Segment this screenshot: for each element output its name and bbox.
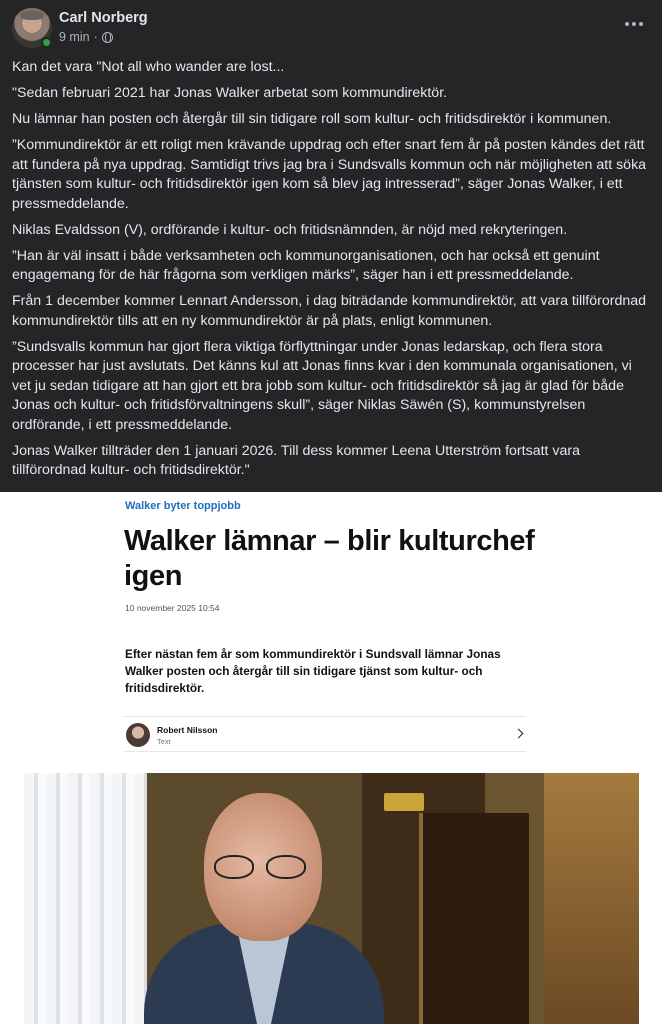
more-dot	[639, 22, 643, 26]
photo-curtain	[24, 773, 144, 1024]
photo-glasses	[214, 855, 310, 881]
post-meta	[59, 30, 113, 44]
photo-wall	[544, 773, 639, 1024]
post-paragraph: ”Kommundirektör är ett roligt men krävande uppdrag och efter snart fem år på posten kändes det rätt att fundera på nya uppdrag. Samtidigt trivs jag bra i Sundsvalls kommun och när möjligheten att söka tjänsten som kultur- och fritidsdirektör igen kom så blev jag intresserad”, säger Jonas Walker, i ett pressmeddelande.	[12, 137, 647, 212]
article-kicker: Walker byter toppjobb	[125, 500, 241, 512]
online-status-dot	[41, 37, 52, 48]
meta-separator: ·	[93, 30, 98, 44]
article-lead: Efter nästan fem år som kommundirektör i Sundsvall lämnar Jonas Walker posten och återgår till sin tidigare tjänst som kultur- och fritidsdirektör.	[125, 647, 501, 695]
post-paragraph: "Sedan februari 2021 har Jonas Walker arbetat som kommundirektör.	[12, 85, 448, 101]
article-headline: Walker lämnar – blir kulturchef igen	[124, 525, 535, 592]
byline-name: Robert Nilsson	[157, 725, 218, 735]
author-photo	[126, 723, 150, 747]
post-paragraph: ”Han är väl insatt i både verksamheten och kommunorganisationen, och har också ett genuint engagemang för de här frågorna som verkligen märks”, säger han i ett pressmeddelande.	[12, 247, 600, 283]
more-dot	[625, 22, 629, 26]
article-photo	[24, 773, 639, 1024]
post-paragraph: Kan det vara "Not all who wander are lost...	[12, 59, 285, 75]
author-name[interactable]: Carl Norberg	[59, 10, 148, 26]
more-options-button[interactable]	[620, 10, 648, 38]
globe-icon	[102, 32, 113, 43]
article-date: 10 november 2025 10:54	[125, 603, 220, 613]
post-paragraph: Nu lämnar han posten och återgår till sin tidigare roll som kultur- och fritidsdirektör i kommunen.	[12, 111, 612, 127]
article-preview[interactable]	[0, 492, 662, 1024]
photo-door	[419, 813, 529, 1024]
byline-role: Text	[157, 737, 171, 746]
article-byline[interactable]	[124, 716, 526, 752]
chevron-right-icon	[514, 729, 524, 739]
post-time[interactable]: 9 min	[59, 30, 90, 44]
post-header	[0, 0, 662, 56]
post-paragraph: ”Sundsvalls kommun har gjort flera viktiga förflyttningar under Jonas ledarskap, och flera stora processer har just avslutats. Det känns kul att Jonas finns kvar i den kommunala organisationen, vi vet ju sedan tidigare att han gjort ett bra jobb som kultur- och fritidsdirektör så jag är glad för både Jonas och kultur- och fritidsförvaltningens skull”, säger Niklas Säwén (S), kommunstyrelsen ordförande, i ett pressmeddelande.	[12, 338, 632, 433]
post-body	[12, 58, 652, 487]
post-paragraph: Jonas Walker tillträder den 1 januari 2026. Till dess kommer Leena Utterström fortsatt vara tillförordnad kultur- och fritidsdirektör."	[12, 442, 581, 478]
post-paragraph: Niklas Evaldsson (V), ordförande i kultur- och fritidsnämnden, är nöjd med rekryteringen.	[12, 221, 568, 238]
photo-exit-sign	[384, 793, 424, 811]
more-dot	[632, 22, 636, 26]
post-paragraph: Från 1 december kommer Lennart Andersson, i dag biträdande kommundirektör, att vara tillförordnad kommundirektör tills att en ny kommundirektör är på plats, enligt kommunen.	[12, 293, 647, 329]
